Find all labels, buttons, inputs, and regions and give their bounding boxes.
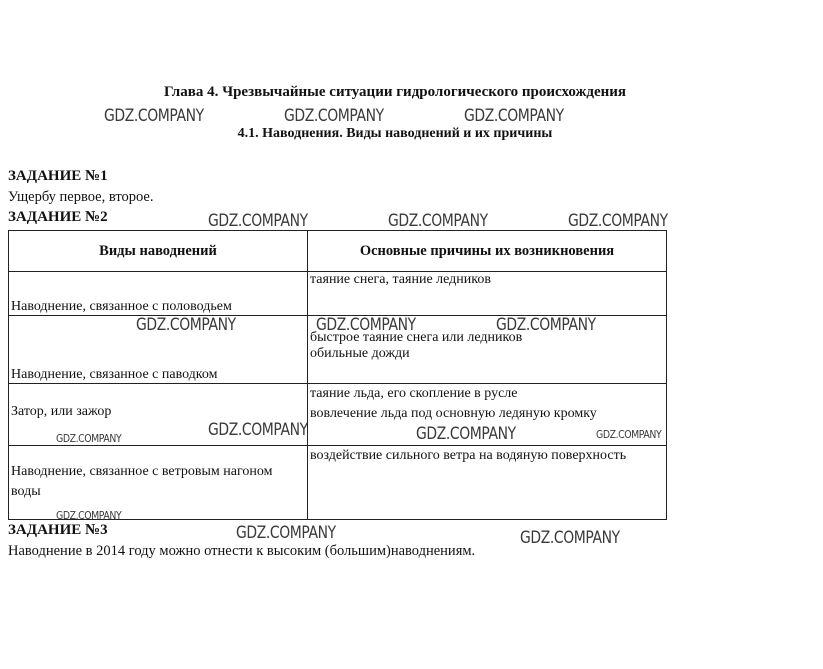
table-header-types: Виды наводнений xyxy=(9,231,308,272)
cause-line: быстрое таяние снега или ледников xyxy=(310,330,523,345)
watermark-logo: GDZ.COMPANY xyxy=(316,315,416,335)
table-cell-type: Наводнение, связанное с половодьем xyxy=(9,272,308,316)
table-cell-type: Наводнение, связанное с паводком xyxy=(9,316,308,384)
watermark-logo: GDZ.COMPANY xyxy=(136,315,236,335)
table-cell-causes xyxy=(308,446,667,520)
section-title: 4.1. Наводнения. Виды наводнений и их причины xyxy=(237,126,553,141)
watermark-logo: GDZ.COMPANY xyxy=(520,528,620,548)
cause-line: вовлечение льда под основную ледяную кромку xyxy=(310,406,597,421)
cause-line: воздействие сильного ветра на водяную поверхность xyxy=(310,448,627,463)
watermark-logo: GDZ.COMPANY xyxy=(208,211,308,231)
table-header-row xyxy=(9,231,667,272)
task-1-heading: ЗАДАНИЕ №1 xyxy=(8,168,108,184)
watermark-logo: GDZ.COMPANY xyxy=(464,106,564,126)
watermark-logo: GDZ.COMPANY xyxy=(496,315,596,335)
cause-line: обильные дожди xyxy=(310,346,410,361)
watermark-logo: GDZ.COMPANY xyxy=(596,428,662,441)
task-2-heading: ЗАДАНИЕ №2 xyxy=(8,209,108,225)
chapter-title: Глава 4. Чрезвычайные ситуации гидрологического происхождения xyxy=(163,84,627,100)
task-3-answer: Наводнение в 2014 году можно отнести к высоким (большим)наводнениям. xyxy=(8,543,476,559)
watermark-logo: GDZ.COMPANY xyxy=(56,432,122,445)
task-1-answer: Ущербу первое, второе. xyxy=(8,189,154,205)
table-cell-type-text: Затор, или зажор xyxy=(11,404,112,419)
watermark-logo: GDZ.COMPANY xyxy=(208,420,308,440)
cause-line: таяние льда, его скопление в русле xyxy=(310,386,518,401)
watermark-logo: GDZ.COMPANY xyxy=(104,106,204,126)
table-row xyxy=(9,272,667,316)
table-cell-type-text: Наводнение, связанное с ветровым нагоном воды xyxy=(11,464,273,499)
watermark-logo: GDZ.COMPANY xyxy=(56,509,122,522)
table-header-causes: Основные причины их возникновения xyxy=(308,231,667,272)
watermark-logo: GDZ.COMPANY xyxy=(568,211,668,231)
flood-types-table xyxy=(8,230,667,520)
table-cell-type xyxy=(9,446,308,520)
cause-line: таяние снега, таяние ледников xyxy=(310,272,491,287)
watermark-logo: GDZ.COMPANY xyxy=(236,523,336,543)
watermark-logo: GDZ.COMPANY xyxy=(416,424,516,444)
table-cell-causes xyxy=(308,272,667,316)
task-3-heading: ЗАДАНИЕ №3 xyxy=(8,522,108,538)
watermark-logo: GDZ.COMPANY xyxy=(284,106,384,126)
watermark-logo: GDZ.COMPANY xyxy=(388,211,488,231)
